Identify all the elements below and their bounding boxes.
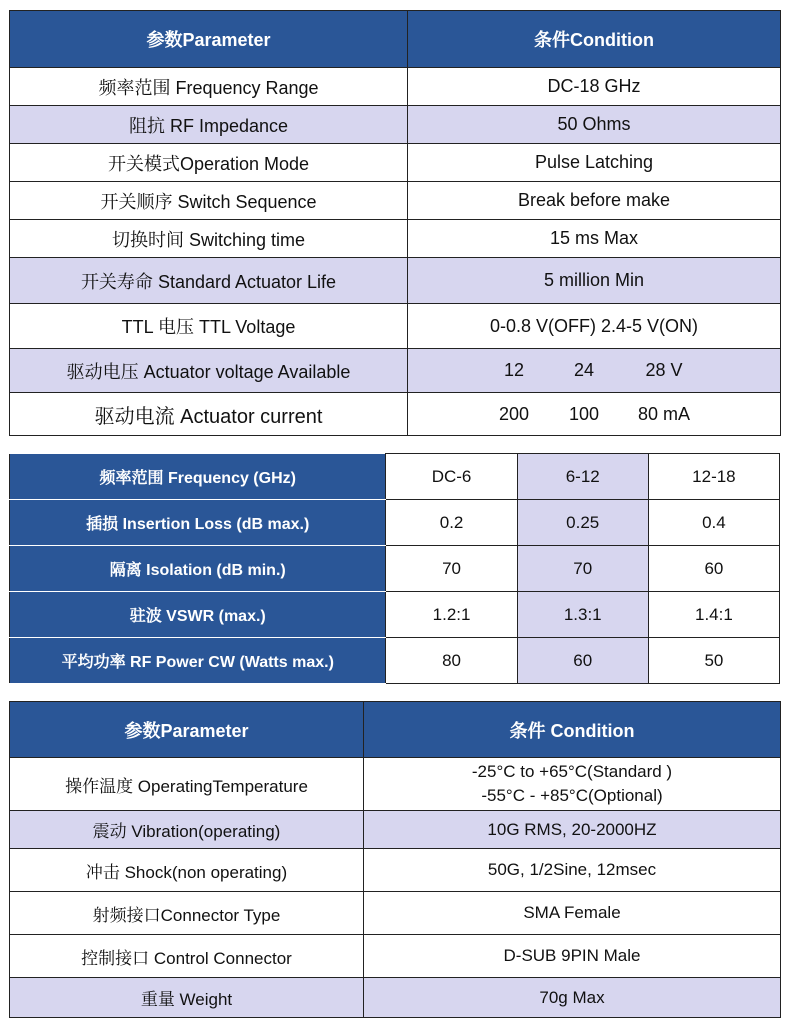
value-cell: 50G, 1/2Sine, 12msec [364, 849, 781, 892]
table-row [10, 106, 781, 144]
voltage-value: 28 V [645, 360, 683, 380]
table-row [10, 500, 780, 546]
temperature-optional: -55°C - +85°C(Optional) [481, 786, 663, 805]
row-label: 驻波 VSWR (max.) [10, 592, 386, 638]
environmental-table [9, 701, 781, 1018]
value-cell: 0.4 [648, 500, 779, 546]
table-header-row [10, 702, 781, 758]
value-cell: 5 million Min [408, 258, 781, 304]
table-row [10, 811, 781, 849]
table-row [10, 349, 781, 393]
row-label: 频率范围 Frequency (GHz) [10, 454, 386, 500]
param-cell: 开关顺序 Switch Sequence [10, 182, 408, 220]
table-header-row [10, 11, 781, 68]
param-cell: TTL 电压 TTL Voltage [10, 304, 408, 349]
value-cell: 0.25 [517, 500, 648, 546]
param-cell: 开关寿命 Standard Actuator Life [10, 258, 408, 304]
temperature-standard: -25°C to +65°C(Standard ) [471, 762, 673, 781]
param-cell: 阻抗 RF Impedance [10, 106, 408, 144]
param-cell: 驱动电压 Actuator voltage Available [10, 349, 408, 393]
value-cell: 80 [386, 638, 517, 684]
current-value: 100 [568, 403, 600, 424]
table-row [10, 592, 780, 638]
value-cell: 50 Ohms [408, 106, 781, 144]
table-row [10, 258, 781, 304]
param-cell: 操作温度 OperatingTemperature [10, 758, 364, 811]
header-condition: 条件 Condition [364, 702, 781, 758]
value-cell: SMA Female [364, 892, 781, 935]
table-row [10, 892, 781, 935]
performance-table [9, 453, 780, 684]
value-cell: 12-18 [648, 454, 779, 500]
table-row [10, 638, 780, 684]
value-cell: DC-18 GHz [408, 68, 781, 106]
value-cell: 15 ms Max [408, 220, 781, 258]
value-cell: Pulse Latching [408, 144, 781, 182]
value-cell: 70 [386, 546, 517, 592]
value-cell: DC-6 [386, 454, 517, 500]
table-row [10, 220, 781, 258]
table-row [10, 758, 781, 811]
value-cell: Break before make [408, 182, 781, 220]
table-row [10, 144, 781, 182]
current-value: 80 mA [637, 403, 691, 424]
value-cell [408, 349, 781, 393]
table-row [10, 304, 781, 349]
param-cell: 重量 Weight [10, 978, 364, 1018]
value-cell: 0-0.8 V(OFF) 2.4-5 V(ON) [408, 304, 781, 349]
table-row [10, 935, 781, 978]
value-cell [364, 758, 781, 811]
param-cell: 开关模式Operation Mode [10, 144, 408, 182]
param-cell: 控制接口 Control Connector [10, 935, 364, 978]
param-cell: 驱动电流 Actuator current [10, 393, 408, 436]
value-cell: 1.3:1 [517, 592, 648, 638]
value-cell: 60 [648, 546, 779, 592]
table-row [10, 546, 780, 592]
table-row [10, 182, 781, 220]
table-row [10, 978, 781, 1018]
value-cell: 1.4:1 [648, 592, 779, 638]
value-cell: 60 [517, 638, 648, 684]
param-cell: 冲击 Shock(non operating) [10, 849, 364, 892]
param-cell: 震动 Vibration(operating) [10, 811, 364, 849]
param-cell: 切换时间 Switching time [10, 220, 408, 258]
voltage-value: 12 [503, 360, 525, 380]
header-condition: 条件Condition [408, 11, 781, 68]
value-cell: 6-12 [517, 454, 648, 500]
param-cell: 射频接口Connector Type [10, 892, 364, 935]
header-parameter: 参数Parameter [10, 702, 364, 758]
row-label: 隔离 Isolation (dB min.) [10, 546, 386, 592]
table-row [10, 849, 781, 892]
table-row [10, 454, 780, 500]
value-cell: 1.2:1 [386, 592, 517, 638]
value-cell: 70 [517, 546, 648, 592]
value-cell: D-SUB 9PIN Male [364, 935, 781, 978]
current-value: 200 [498, 403, 530, 424]
param-cell: 频率范围 Frequency Range [10, 68, 408, 106]
value-cell [408, 393, 781, 436]
value-cell: 70g Max [364, 978, 781, 1018]
row-label: 插损 Insertion Loss (dB max.) [10, 500, 386, 546]
specifications-table [9, 10, 781, 436]
value-cell: 50 [648, 638, 779, 684]
value-cell: 0.2 [386, 500, 517, 546]
value-cell: 10G RMS, 20-2000HZ [364, 811, 781, 849]
row-label: 平均功率 RF Power CW (Watts max.) [10, 638, 386, 684]
voltage-value: 24 [573, 360, 595, 380]
table-row [10, 393, 781, 436]
header-parameter: 参数Parameter [10, 11, 408, 68]
table-row [10, 68, 781, 106]
